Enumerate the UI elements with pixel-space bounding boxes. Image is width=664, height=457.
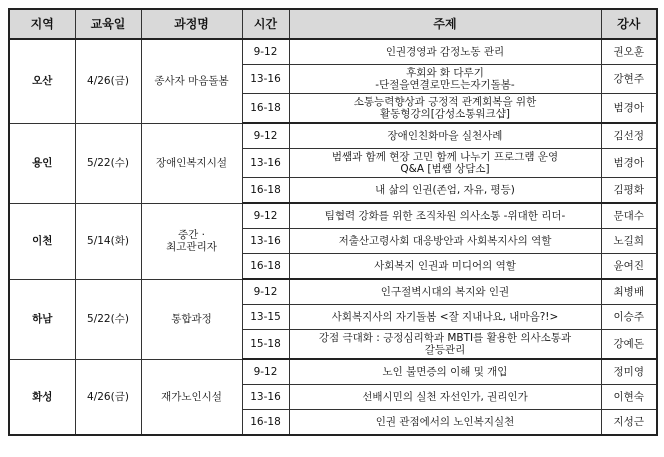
date-cell: 5/22(수) (75, 123, 141, 203)
topic-line: 선배시민의 실천 자선인가, 권리인가 (362, 390, 528, 403)
instructor-cell: 강현주 (601, 65, 657, 94)
course-cell (141, 123, 242, 203)
instructor-cell: 최병배 (601, 279, 657, 305)
course-cell (141, 359, 242, 435)
course-line: 재가노인시설 (161, 390, 222, 403)
date-cell: 5/22(수) (75, 279, 141, 359)
date-cell: 5/14(화) (75, 203, 141, 279)
topic-cell (289, 39, 601, 65)
header-row (9, 9, 657, 39)
instructor-cell: 강예돈 (601, 330, 657, 360)
topic-line: 장애인친화마을 실천사례 (387, 129, 503, 142)
topic-line: 갈등관리 (424, 344, 466, 356)
instructor-cell: 범경아 (601, 94, 657, 124)
region-cell: 오산 (9, 39, 75, 123)
region-cell: 용인 (9, 123, 75, 203)
instructor-cell: 범경아 (601, 149, 657, 178)
course-line: 통합과정 (171, 312, 212, 325)
course-line: 중간 · (178, 228, 205, 241)
time-cell: 9-12 (242, 39, 289, 65)
instructor-cell: 노길희 (601, 229, 657, 254)
instructor-cell: 이현숙 (601, 385, 657, 410)
course-line: 장애인복지시설 (155, 156, 227, 169)
region-cell: 화성 (9, 359, 75, 435)
training-schedule-table (8, 8, 658, 436)
region-cell: 하남 (9, 279, 75, 359)
topic-line: 사회복지사의 자기돌봄 <잘 지내나요, 내마음?!> (331, 310, 559, 323)
time-cell: 9-12 (242, 279, 289, 305)
table-row (9, 123, 657, 149)
instructor-cell: 윤여진 (601, 254, 657, 280)
time-cell: 16-18 (242, 94, 289, 124)
time-cell: 16-18 (242, 178, 289, 204)
course-cell (141, 203, 242, 279)
table-row (9, 203, 657, 229)
time-cell: 13-15 (242, 305, 289, 330)
topic-line: -단절을연결로만드는자기돌봄- (375, 79, 515, 91)
header-course: 과정명 (141, 9, 242, 39)
time-cell: 16-18 (242, 254, 289, 280)
table-row (9, 279, 657, 305)
header-time: 시간 (242, 9, 289, 39)
course-line: 최고관리자 (166, 241, 217, 253)
time-cell: 13-16 (242, 65, 289, 94)
course-cell (141, 279, 242, 359)
instructor-cell: 지성근 (601, 410, 657, 436)
topic-cell (289, 410, 601, 436)
topic-line: 저출산고령사회 대응방안과 사회복지사의 역할 (338, 234, 552, 247)
header-region: 지역 (9, 9, 75, 39)
time-cell: 15-18 (242, 330, 289, 360)
topic-cell (289, 94, 601, 124)
topic-line: 사회복지 인권과 미디어의 역할 (374, 259, 516, 272)
topic-cell (289, 65, 601, 94)
topic-line: 내 삶의 인권(존엄, 자유, 평등) (375, 183, 515, 196)
time-cell: 16-18 (242, 410, 289, 436)
instructor-cell: 김평화 (601, 178, 657, 204)
instructor-cell: 문대수 (601, 203, 657, 229)
date-cell: 4/26(금) (75, 39, 141, 123)
instructor-cell: 정미영 (601, 359, 657, 385)
instructor-cell: 권오훈 (601, 39, 657, 65)
topic-cell (289, 254, 601, 280)
time-cell: 9-12 (242, 359, 289, 385)
topic-line: 노인 불면증의 이해 및 개입 (382, 365, 508, 378)
header-topic: 주제 (289, 9, 601, 39)
topic-cell (289, 149, 601, 178)
date-cell: 4/26(금) (75, 359, 141, 435)
instructor-cell: 김선정 (601, 123, 657, 149)
region-cell: 이천 (9, 203, 75, 279)
topic-line: 강점 극대화 : 긍정심리학과 MBTI를 활용한 의사소통과 (318, 331, 572, 344)
topic-cell (289, 385, 601, 410)
topic-line: 인구절벽시대의 복지와 인권 (380, 285, 510, 298)
table-row (9, 359, 657, 385)
topic-cell (289, 330, 601, 360)
time-cell: 13-16 (242, 385, 289, 410)
topic-line: 인권 관점에서의 노인복지실천 (375, 415, 515, 428)
topic-line: 후회와 화 다루기 (406, 66, 484, 79)
time-cell: 13-16 (242, 149, 289, 178)
topic-cell (289, 123, 601, 149)
topic-line: 범쌤과 함께 현장 고민 함께 나누기 프로그램 운영 (331, 150, 559, 163)
time-cell: 9-12 (242, 203, 289, 229)
topic-cell (289, 178, 601, 204)
topic-cell (289, 359, 601, 385)
topic-cell (289, 279, 601, 305)
header-date: 교육일 (75, 9, 141, 39)
topic-cell (289, 203, 601, 229)
topic-line: 인권경영과 감정노동 관리 (385, 45, 505, 58)
header-instructor: 강사 (601, 9, 657, 39)
topic-cell (289, 305, 601, 330)
topic-line: 활동형강의[감성소통워크샵] (380, 108, 510, 120)
topic-cell (289, 229, 601, 254)
topic-line: 소통능력향상과 긍정적 관계회복을 위한 (353, 95, 537, 108)
time-cell: 9-12 (242, 123, 289, 149)
topic-line: 팀협력 강화를 위한 조직차원 의사소통 -위대한 리더- (324, 209, 566, 222)
time-cell: 13-16 (242, 229, 289, 254)
instructor-cell: 이승주 (601, 305, 657, 330)
course-cell (141, 39, 242, 123)
topic-line: Q&A [범쌤 상담소] (400, 163, 490, 175)
course-line: 종사자 마음돌봄 (154, 75, 229, 87)
table-row (9, 39, 657, 65)
